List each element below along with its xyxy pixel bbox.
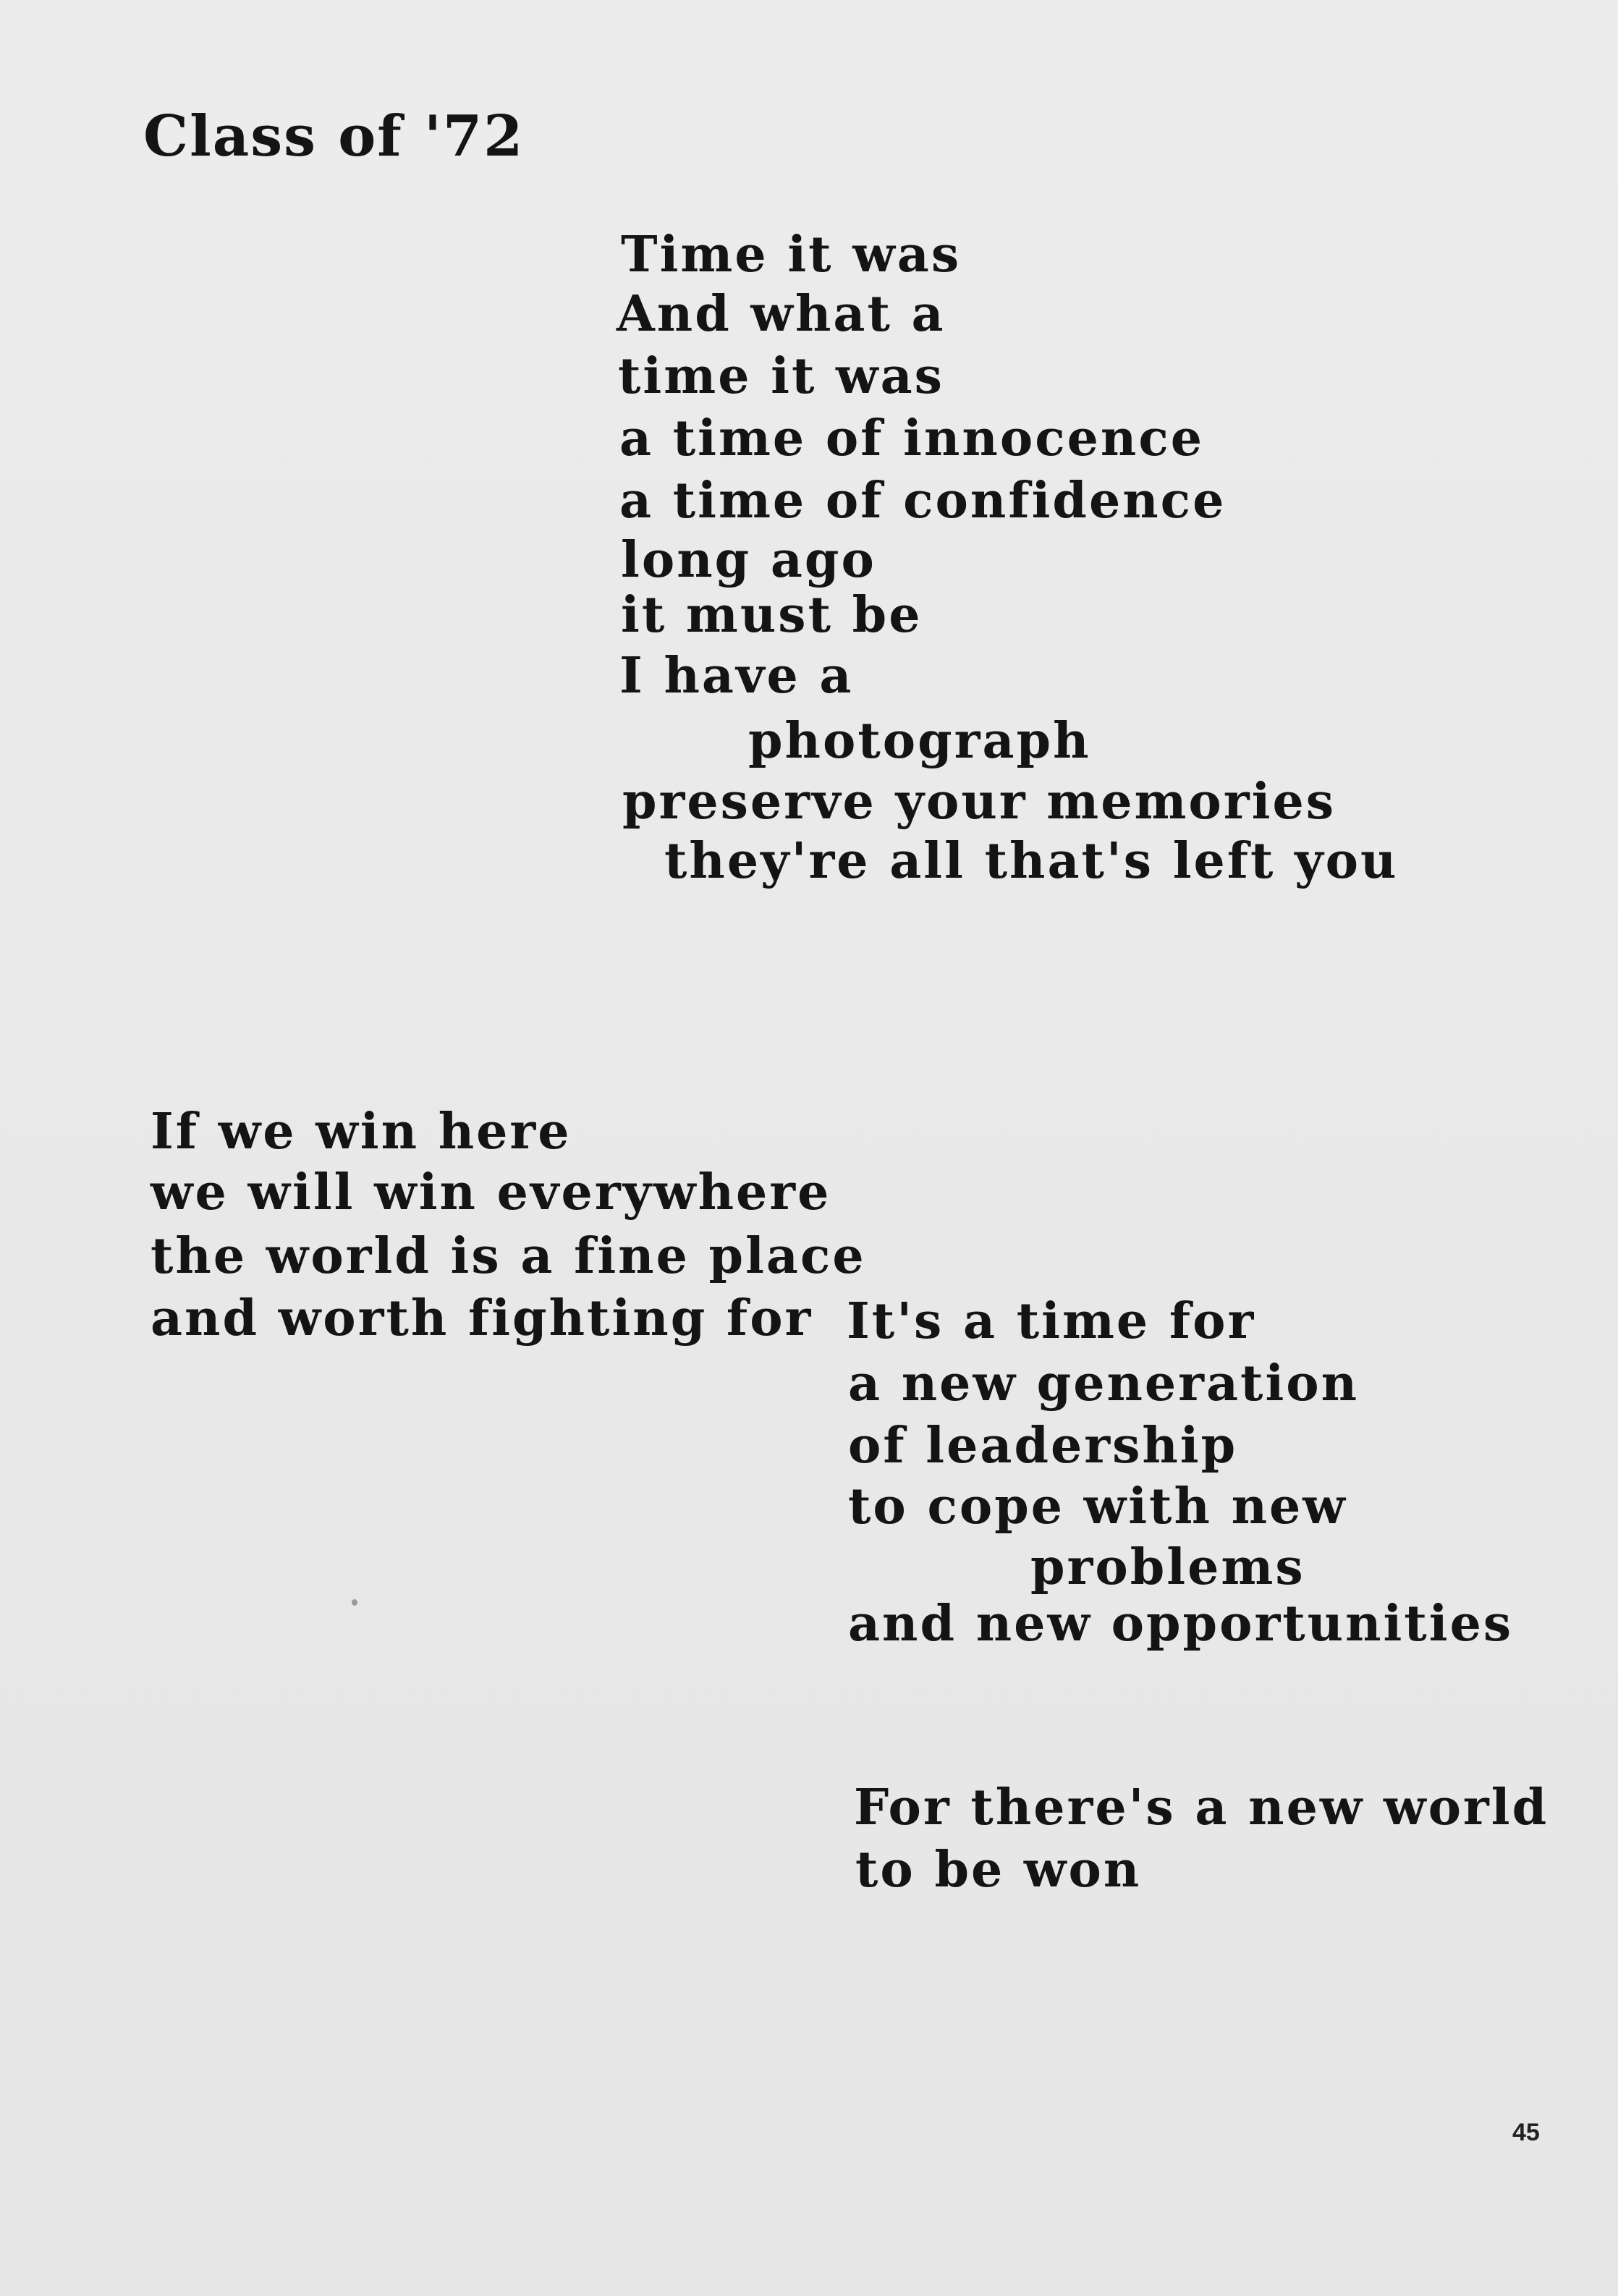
poem-line: to cope with new <box>848 1478 1347 1535</box>
poem-line: long ago <box>621 531 876 589</box>
poem-line: a time of confidence <box>619 472 1227 530</box>
page-number: 45 <box>1512 2119 1540 2146</box>
poem-line: I have a <box>619 647 854 705</box>
poem-line: a new generation <box>848 1355 1360 1412</box>
poem-line: they're all that's left you <box>664 832 1399 890</box>
poem-line: preserve your memories <box>622 773 1336 831</box>
poem-line: and new opportunities <box>848 1595 1514 1653</box>
poem-line: a time of innocence <box>619 410 1204 467</box>
poem-line: photograph <box>748 712 1091 770</box>
poem-line: we will win everywhere <box>151 1164 831 1221</box>
poem-line: the world is a fine place <box>151 1227 866 1285</box>
poem-line: time it was <box>618 347 944 405</box>
poem-line: And what a <box>617 285 946 343</box>
poem-line: If we win here <box>151 1103 572 1161</box>
poem-line: problems <box>1030 1538 1305 1596</box>
poem-line: Time it was <box>621 226 962 284</box>
paper-speck <box>352 1599 357 1606</box>
poem-line: For there's a new world <box>854 1779 1549 1837</box>
poem-line: to be won <box>855 1841 1142 1899</box>
page-title: Class of '72 <box>143 103 525 169</box>
poem-line: it must be <box>621 586 923 644</box>
poem-line: It's a time for <box>847 1292 1256 1350</box>
poem-line: of leadership <box>848 1417 1238 1475</box>
poem-line: and worth fighting for <box>151 1289 813 1347</box>
